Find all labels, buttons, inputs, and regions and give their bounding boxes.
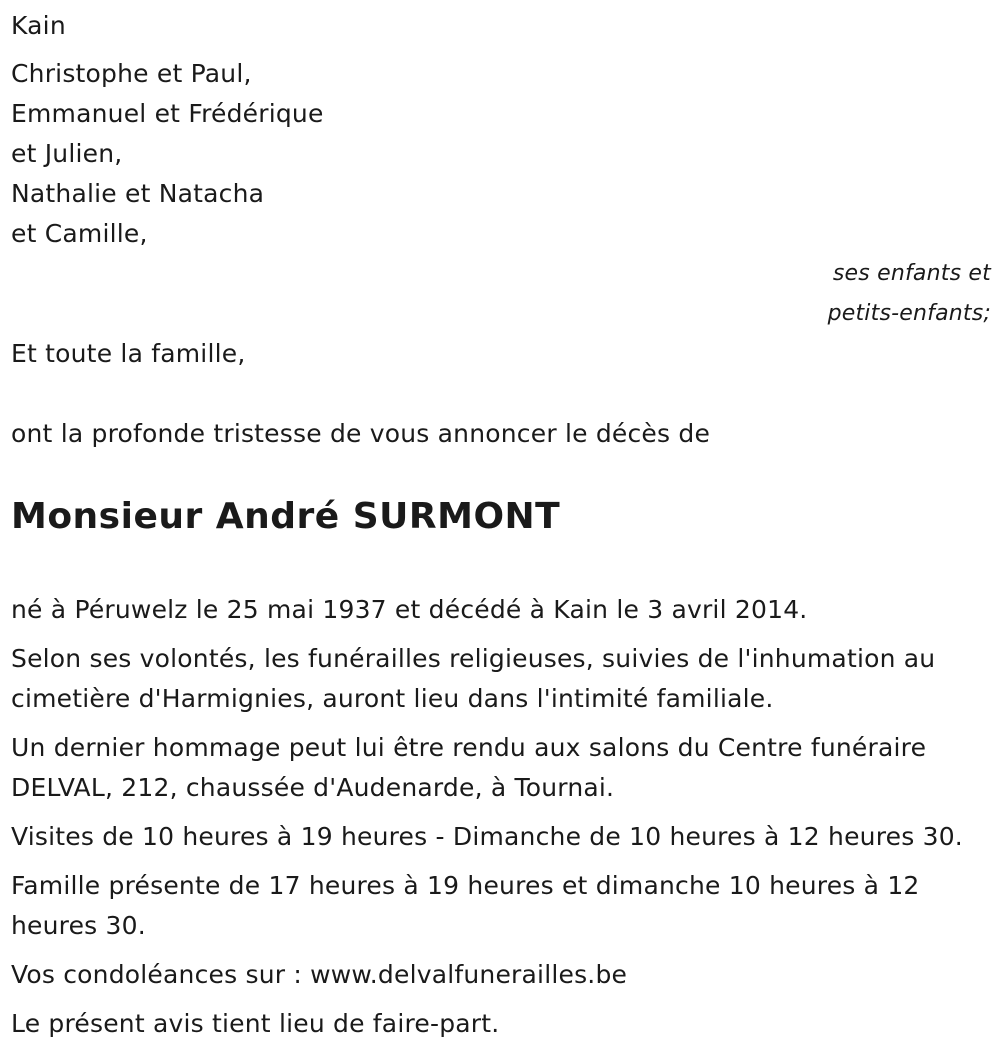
funeral-paragraph: Selon ses volontés, les funérailles religieuses, suivies de l'inhumation au cimetière d'Harmignies, auront lieu dans l'intimité familiale. (11, 644, 936, 713)
homage-paragraph: Un dernier hommage peut lui être rendu aux salons du Centre funéraire DELVAL, 212, chaussée d'Audenarde, à Tournai. (11, 733, 927, 802)
children-line: Nathalie et Natacha (11, 179, 265, 208)
children-line: et Camille, (11, 219, 148, 248)
condolences-paragraph: Vos condoléances sur : www.delvalfunerailles.be (11, 960, 628, 989)
announcement-text: ont la profonde tristesse de vous annoncer le décès de (11, 419, 711, 448)
children-line: et Julien, (11, 139, 123, 168)
relation-line: ses enfants et (832, 261, 991, 286)
family-line: Et toute la famille, (11, 339, 246, 368)
deceased-name-heading: Monsieur André SURMONT (11, 496, 561, 537)
obituary-notice (11, 0, 991, 1044)
birth-death-paragraph: né à Péruwelz le 25 mai 1937 et décédé à Kain le 3 avril 2014. (11, 595, 808, 624)
relation-line: petits-enfants; (827, 301, 991, 326)
relation-caption (11, 254, 991, 334)
notice-paragraph: Le présent avis tient lieu de faire-part. (11, 1009, 500, 1038)
children-line: Christophe et Paul, (11, 59, 252, 88)
children-list (11, 54, 991, 254)
visits-paragraph: Visites de 10 heures à 19 heures - Dimanche de 10 heures à 12 heures 30. (11, 822, 963, 851)
location-text: Kain (11, 11, 66, 40)
children-line: Emmanuel et Frédérique (11, 99, 324, 128)
family-presence-paragraph: Famille présente de 17 heures à 19 heures et dimanche 10 heures à 12 heures 30. (11, 871, 920, 940)
